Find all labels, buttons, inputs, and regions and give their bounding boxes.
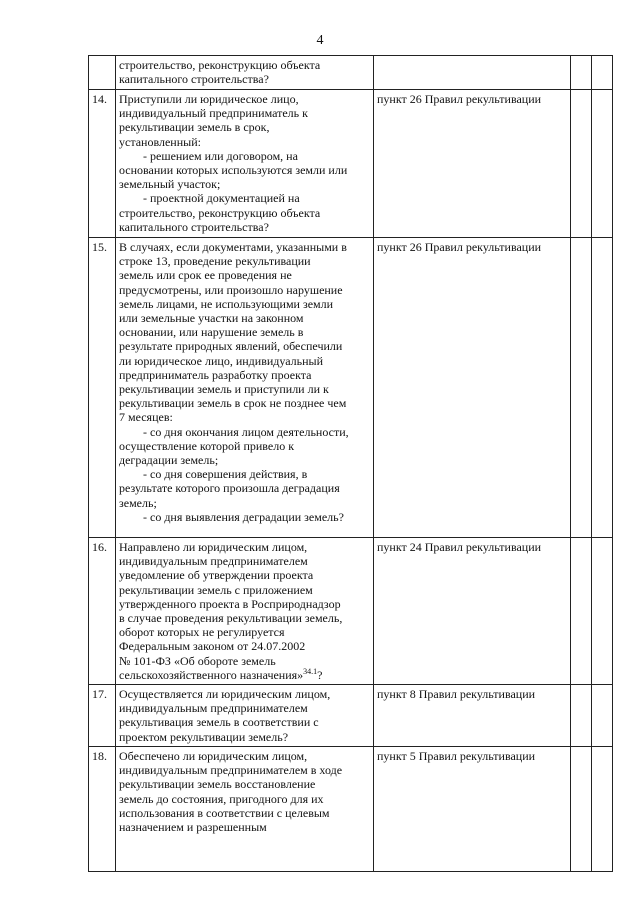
question-line: капитального строительства?: [119, 72, 269, 87]
table-row-16: [89, 538, 613, 685]
question-line: или земельные участки на законном: [119, 311, 304, 326]
question-line: - решением или договором, на: [143, 148, 298, 163]
row-number: 17.: [89, 685, 116, 747]
table-row-17: [89, 685, 613, 747]
question-line: уведомление об утверждении проекта: [119, 568, 314, 583]
question-text: сельскохозяйственного назначения»: [119, 667, 304, 682]
row-number: 15.: [89, 238, 116, 538]
reference-cell: пункт 8 Правил рекультивации: [374, 685, 571, 747]
answer-cell: [571, 685, 592, 747]
question-line: утвержденного проекта в Росприроднадзор: [119, 596, 341, 611]
question-cell: [116, 238, 374, 538]
row-number: [89, 56, 116, 90]
table-row-15: [89, 238, 613, 538]
question-line: результате природных явлений, обеспечили: [119, 339, 343, 354]
question-line: Направлено ли юридическим лицом,: [119, 540, 308, 554]
table-row-14: [89, 90, 613, 238]
question-line: рекультивации земель в срок,: [119, 120, 270, 135]
question-line: использования в соответствии с целевым: [119, 805, 330, 820]
question-line: предусмотрены, или произошло нарушение: [119, 282, 343, 297]
reference-cell: [374, 56, 571, 90]
table-row-18: [89, 747, 613, 872]
question-line: оборот которых не регулируется: [119, 625, 285, 640]
answer-cell: [571, 538, 592, 685]
answer-cell: [592, 685, 613, 747]
question-line: индивидуальным предпринимателем: [119, 701, 308, 716]
question-mark: ?: [317, 667, 323, 682]
question-line: капитального строительства?: [119, 219, 269, 234]
question-line: установленный:: [119, 134, 201, 149]
question-cell: [116, 56, 374, 90]
question-line: основании которых используются земли или: [119, 163, 348, 178]
question-line: строительство, реконструкцию объекта: [119, 205, 321, 220]
question-line: земельный участок;: [119, 177, 221, 192]
answer-cell: [571, 238, 592, 538]
question-line: земель лицами, не использующими земли: [119, 296, 334, 311]
row-number: 16.: [89, 538, 116, 685]
footnote-marker: 34.1: [303, 666, 318, 676]
question-line: основании, или нарушение земель в: [119, 325, 304, 340]
answer-cell: [571, 56, 592, 90]
question-line: осуществление которой привело к: [119, 438, 295, 453]
row-number: 18.: [89, 747, 116, 872]
answer-cell: [592, 90, 613, 238]
reference-cell: пункт 26 Правил рекультивации: [374, 238, 571, 538]
answer-cell: [571, 747, 592, 872]
question-line: в случае проведения рекультивации земель,: [119, 611, 343, 626]
answer-cell: [571, 90, 592, 238]
question-line: индивидуальный предприниматель к: [119, 106, 308, 121]
checklist-table: [88, 55, 613, 872]
question-line: В случаях, если документами, указанными в: [119, 240, 347, 254]
question-cell: [116, 538, 374, 685]
reference-cell: пункт 24 Правил рекультивации: [374, 538, 571, 685]
question-line: индивидуальным предпринимателем в ходе: [119, 763, 343, 778]
question-line: - проектной документацией на: [143, 191, 300, 206]
question-line: - со дня окончания лицом деятельности,: [143, 424, 349, 439]
table-row-13-tail: [89, 56, 613, 90]
question-line: рекультивации земель восстановление: [119, 777, 316, 792]
reference-cell: пункт 5 Правил рекультивации: [374, 747, 571, 872]
question-line: строке 13, проведение рекультивации: [119, 254, 311, 269]
question-line: - со дня совершения действия, в: [143, 467, 308, 482]
question-line: № 101-ФЗ «Об обороте земель: [119, 653, 276, 668]
question-line-last: [119, 668, 370, 682]
reference-cell: пункт 26 Правил рекультивации: [374, 90, 571, 238]
answer-cell: [592, 56, 613, 90]
question-line: рекультивации земель и приступили ли к: [119, 382, 329, 397]
question-line: 7 месяцев:: [119, 410, 173, 425]
question-line: земель до состояния, пригодного для их: [119, 791, 324, 806]
question-line: земель;: [119, 495, 157, 510]
question-line: Обеспечено ли юридическим лицом,: [119, 749, 308, 763]
answer-cell: [592, 747, 613, 872]
question-line: рекультивация земель в соответствии с: [119, 715, 319, 730]
question-cell: [116, 747, 374, 872]
question-line: ли юридическое лицо, индивидуальный: [119, 353, 324, 368]
row-number: 14.: [89, 90, 116, 238]
question-line: земель или срок ее проведения не: [119, 268, 292, 283]
question-line: рекультивации земель в срок не позднее чем: [119, 396, 347, 411]
page-number: 4: [316, 33, 324, 48]
question-line: деградации земель;: [119, 453, 219, 468]
question-line: Федеральным законом от 24.07.2002: [119, 639, 306, 654]
answer-cell: [592, 238, 613, 538]
question-cell: [116, 685, 374, 747]
answer-cell: [592, 538, 613, 685]
question-line: предприниматель разработку проекта: [119, 367, 312, 382]
question-line: рекультивации земель с приложением: [119, 582, 313, 597]
question-line: Приступили ли юридическое лицо,: [119, 92, 299, 106]
question-cell: [116, 90, 374, 238]
question-line: индивидуальным предпринимателем: [119, 554, 308, 569]
question-line: результате которого произошла деградация: [119, 481, 340, 496]
question-line: проектом рекультивации земель?: [119, 729, 289, 744]
question-line: строительство, реконструкцию объекта: [119, 58, 321, 72]
question-line: назначением и разрешенным: [119, 820, 267, 835]
question-line: Осуществляется ли юридическим лицом,: [119, 687, 331, 701]
question-line: - со дня выявления деградации земель?: [143, 509, 344, 524]
